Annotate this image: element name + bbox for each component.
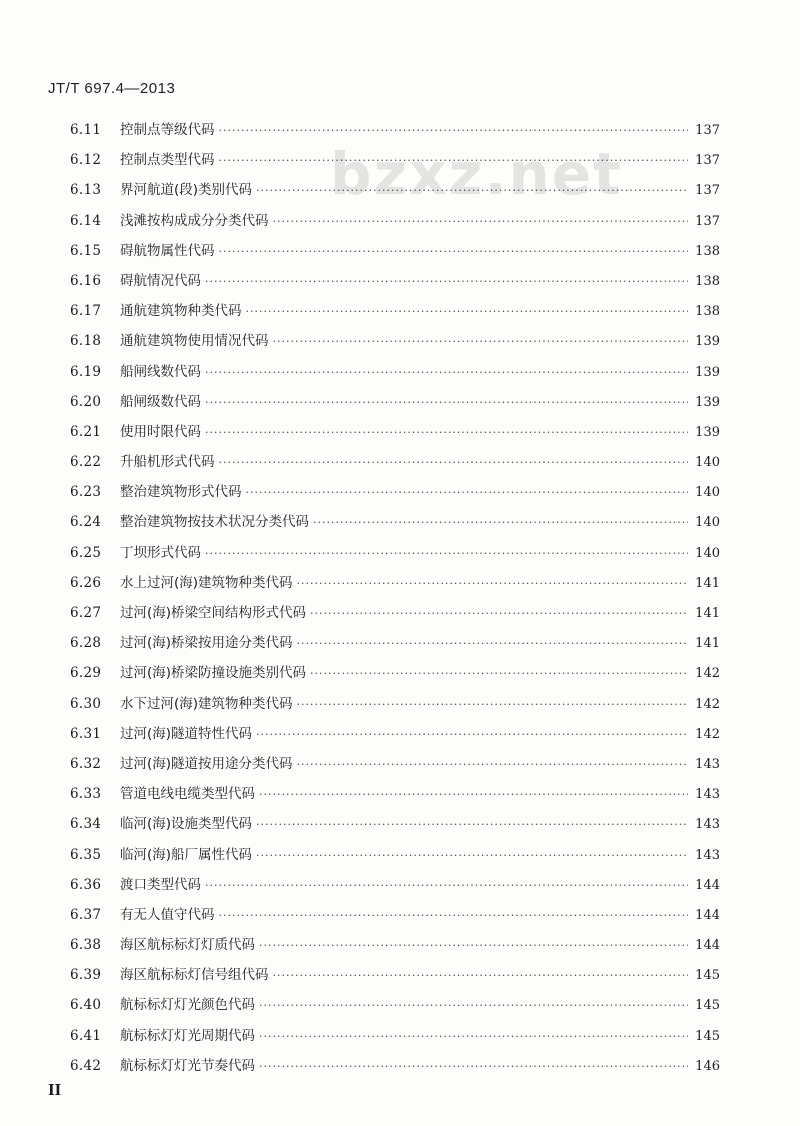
- toc-entry-page: 145: [695, 968, 720, 984]
- toc-entry-page: 145: [695, 998, 720, 1014]
- toc-entry[interactable]: [70, 175, 720, 205]
- toc-entry[interactable]: [70, 930, 720, 960]
- dot-leader: [256, 810, 688, 840]
- toc-entry-page: 140: [695, 455, 720, 471]
- toc-entry-title: 航标标灯灯光颜色代码: [120, 997, 255, 1014]
- dot-leader: [273, 207, 689, 237]
- toc-entry[interactable]: [70, 145, 720, 175]
- toc-entry-number: 6.12: [70, 152, 102, 169]
- toc-entry-number: 6.40: [70, 997, 102, 1014]
- toc-entry-page: 146: [695, 1058, 720, 1074]
- toc-entry[interactable]: [70, 990, 720, 1020]
- toc-entry[interactable]: [70, 1021, 720, 1051]
- toc-entry-title: 过河(海)桥梁空间结构形式代码: [120, 605, 307, 621]
- dot-leader: [219, 237, 689, 267]
- toc-entry-title: 渡口类型代码: [120, 876, 201, 893]
- toc-entry-page: 142: [695, 726, 720, 742]
- toc-entry-page: 137: [695, 213, 720, 229]
- toc-entry-page: 143: [695, 817, 720, 833]
- dot-leader: [205, 539, 688, 569]
- dot-leader: [259, 931, 688, 961]
- dot-leader: [205, 388, 688, 418]
- dot-leader: [259, 991, 688, 1021]
- toc-entry-title: 航标标灯灯光周期代码: [120, 1027, 255, 1044]
- dot-leader: [259, 780, 688, 810]
- toc-entry-page: 140: [695, 515, 720, 531]
- toc-entry-number: 6.37: [70, 906, 102, 923]
- toc-entry-title: 过河(海)隧道按用途分类代码: [120, 755, 293, 772]
- toc-entry-title: 控制点等级代码: [120, 122, 215, 138]
- toc-entry[interactable]: [70, 447, 720, 477]
- toc-entry[interactable]: [70, 870, 720, 900]
- toc-entry-title: 船闸线数代码: [120, 363, 201, 380]
- toc-entry[interactable]: [70, 840, 720, 870]
- toc-entry-number: 6.29: [70, 665, 102, 682]
- toc-entry[interactable]: [70, 417, 720, 447]
- dot-leader: [259, 1022, 688, 1052]
- toc-entry-number: 6.42: [70, 1057, 102, 1074]
- toc-entry-number: 6.38: [70, 937, 102, 954]
- toc-entry-title: 丁坝形式代码: [120, 544, 201, 561]
- toc-entry-number: 6.27: [70, 605, 102, 621]
- toc-entry[interactable]: [70, 598, 720, 628]
- toc-entry-number: 6.18: [70, 333, 102, 350]
- toc-entry-title: 管道电线电缆类型代码: [120, 786, 255, 803]
- watermark: bzxz.net: [330, 140, 623, 208]
- toc-entry-number: 6.11: [70, 122, 102, 138]
- toc-entry-page: 140: [695, 545, 720, 561]
- toc-entry[interactable]: [70, 719, 720, 749]
- toc-entry[interactable]: [70, 296, 720, 326]
- toc-entry[interactable]: [70, 538, 720, 568]
- dot-leader: [297, 690, 688, 720]
- toc-entry-number: 6.24: [70, 514, 102, 531]
- toc-entry-title: 临河(海)船厂属性代码: [120, 846, 253, 863]
- toc-entry[interactable]: [70, 236, 720, 266]
- toc-entry-title: 过河(海)隧道特性代码: [120, 725, 253, 742]
- toc-entry-page: 141: [695, 575, 720, 591]
- dot-leader: [205, 871, 688, 901]
- toc-entry-page: 139: [695, 334, 720, 350]
- dot-leader: [256, 176, 688, 206]
- toc-entry-title: 界河航道(段)类别代码: [120, 182, 253, 199]
- toc-entry-number: 6.14: [70, 212, 102, 229]
- toc-entry-number: 6.25: [70, 544, 102, 561]
- dot-leader: [205, 418, 688, 448]
- toc-entry-number: 6.33: [70, 786, 102, 803]
- page-number: II: [48, 1080, 62, 1099]
- toc-entry-title: 临河(海)设施类型代码: [120, 816, 253, 833]
- toc-entry[interactable]: [70, 809, 720, 839]
- dot-leader: [219, 448, 689, 478]
- toc-entry-page: 139: [695, 364, 720, 380]
- toc-entry-number: 6.39: [70, 967, 102, 984]
- toc-entry-page: 142: [695, 696, 720, 712]
- toc-entry[interactable]: [70, 477, 720, 507]
- toc-entry-title: 海区航标标灯灯质代码: [120, 937, 255, 954]
- toc-entry[interactable]: [70, 900, 720, 930]
- toc-entry-number: 6.22: [70, 454, 102, 471]
- toc-entry-page: 140: [695, 485, 720, 501]
- document-code: JT/T 697.4—2013: [48, 80, 176, 97]
- toc-entry-number: 6.20: [70, 393, 102, 410]
- dot-leader: [313, 508, 688, 538]
- dot-leader: [297, 750, 688, 780]
- toc-entry-title: 通航建筑物使用情况代码: [120, 333, 269, 350]
- dot-leader: [219, 146, 689, 176]
- table-of-contents: [70, 115, 720, 1081]
- toc-entry-title: 碍航情况代码: [120, 272, 201, 289]
- dot-leader: [259, 1052, 688, 1082]
- toc-entry[interactable]: [70, 689, 720, 719]
- dot-leader: [297, 629, 688, 659]
- toc-entry-number: 6.31: [70, 725, 102, 742]
- dot-leader: [273, 327, 689, 357]
- toc-entry[interactable]: [70, 357, 720, 387]
- toc-entry-number: 6.36: [70, 876, 102, 893]
- dot-leader: [310, 659, 688, 689]
- dot-leader: [246, 478, 689, 508]
- toc-entry-page: 139: [695, 394, 720, 410]
- toc-entry[interactable]: [70, 749, 720, 779]
- toc-entry[interactable]: [70, 960, 720, 990]
- toc-entry-page: 137: [695, 123, 720, 138]
- toc-entry-number: 6.28: [70, 635, 102, 652]
- toc-entry-page: 144: [695, 907, 720, 923]
- toc-entry-title: 整治建筑物按技术状况分类代码: [120, 514, 309, 531]
- toc-entry-number: 6.34: [70, 816, 102, 833]
- toc-entry[interactable]: [70, 658, 720, 688]
- toc-entry[interactable]: [70, 206, 720, 236]
- toc-entry-page: 138: [695, 304, 720, 320]
- toc-entry-page: 143: [695, 756, 720, 772]
- toc-entry-title: 使用时限代码: [120, 423, 201, 440]
- dot-leader: [256, 841, 688, 871]
- toc-entry-title: 有无人值守代码: [120, 906, 215, 923]
- toc-entry-number: 6.32: [70, 755, 102, 772]
- toc-entry-page: 143: [695, 847, 720, 863]
- dot-leader: [246, 297, 689, 327]
- toc-entry-title: 过河(海)桥梁按用途分类代码: [120, 635, 293, 652]
- toc-entry-title: 通航建筑物种类代码: [120, 303, 242, 320]
- toc-entry-title: 水上过河(海)建筑物种类代码: [120, 574, 293, 591]
- toc-entry-title: 海区航标标灯信号组代码: [120, 967, 269, 984]
- toc-entry-title: 碍航物属性代码: [120, 242, 215, 259]
- toc-entry[interactable]: [70, 1051, 720, 1081]
- toc-entry-page: 141: [695, 606, 720, 621]
- toc-entry-page: 142: [695, 666, 720, 682]
- toc-entry-title: 水下过河(海)建筑物种类代码: [120, 695, 293, 712]
- toc-entry-page: 144: [695, 938, 720, 954]
- toc-entry[interactable]: [70, 266, 720, 296]
- toc-entry-number: 6.41: [70, 1027, 102, 1044]
- toc-entry-number: 6.23: [70, 484, 102, 501]
- toc-entry-number: 6.13: [70, 182, 102, 199]
- toc-entry-title: 升船机形式代码: [120, 454, 215, 471]
- dot-leader: [219, 901, 689, 931]
- toc-entry-page: 137: [695, 183, 720, 199]
- toc-entry-number: 6.19: [70, 363, 102, 380]
- dot-leader: [219, 116, 689, 146]
- toc-entry-number: 6.35: [70, 846, 102, 863]
- toc-entry[interactable]: [70, 568, 720, 598]
- toc-entry-page: 139: [695, 424, 720, 440]
- toc-entry[interactable]: [70, 326, 720, 356]
- toc-entry-number: 6.16: [70, 272, 102, 289]
- toc-entry-number: 6.15: [70, 242, 102, 259]
- toc-entry-page: 144: [695, 877, 720, 893]
- toc-entry-title: 航标标灯灯光节奏代码: [120, 1057, 255, 1074]
- toc-entry-number: 6.26: [70, 574, 102, 591]
- dot-leader: [310, 599, 688, 629]
- toc-entry[interactable]: [70, 387, 720, 417]
- dot-leader: [273, 961, 689, 991]
- toc-entry[interactable]: [70, 779, 720, 809]
- dot-leader: [205, 358, 688, 388]
- toc-entry-number: 6.21: [70, 423, 102, 440]
- toc-entry-number: 6.30: [70, 695, 102, 712]
- dot-leader: [205, 267, 688, 297]
- toc-entry-page: 141: [695, 636, 720, 652]
- toc-entry-page: 137: [695, 153, 720, 169]
- toc-entry-title: 船闸级数代码: [120, 393, 201, 410]
- toc-entry-number: 6.17: [70, 303, 102, 320]
- toc-entry[interactable]: [70, 628, 720, 658]
- toc-entry-page: 143: [695, 787, 720, 803]
- toc-entry-title: 过河(海)桥梁防撞设施类别代码: [120, 665, 307, 682]
- toc-entry-page: 145: [695, 1028, 720, 1044]
- toc-entry-title: 控制点类型代码: [120, 152, 215, 169]
- dot-leader: [256, 720, 688, 750]
- toc-entry[interactable]: [70, 507, 720, 537]
- toc-entry-page: 138: [695, 243, 720, 259]
- dot-leader: [297, 569, 688, 599]
- toc-entry-title: 浅滩按构成成分分类代码: [120, 212, 269, 229]
- toc-entry[interactable]: [70, 115, 720, 145]
- toc-entry-page: 138: [695, 273, 720, 289]
- toc-entry-title: 整治建筑物形式代码: [120, 484, 242, 501]
